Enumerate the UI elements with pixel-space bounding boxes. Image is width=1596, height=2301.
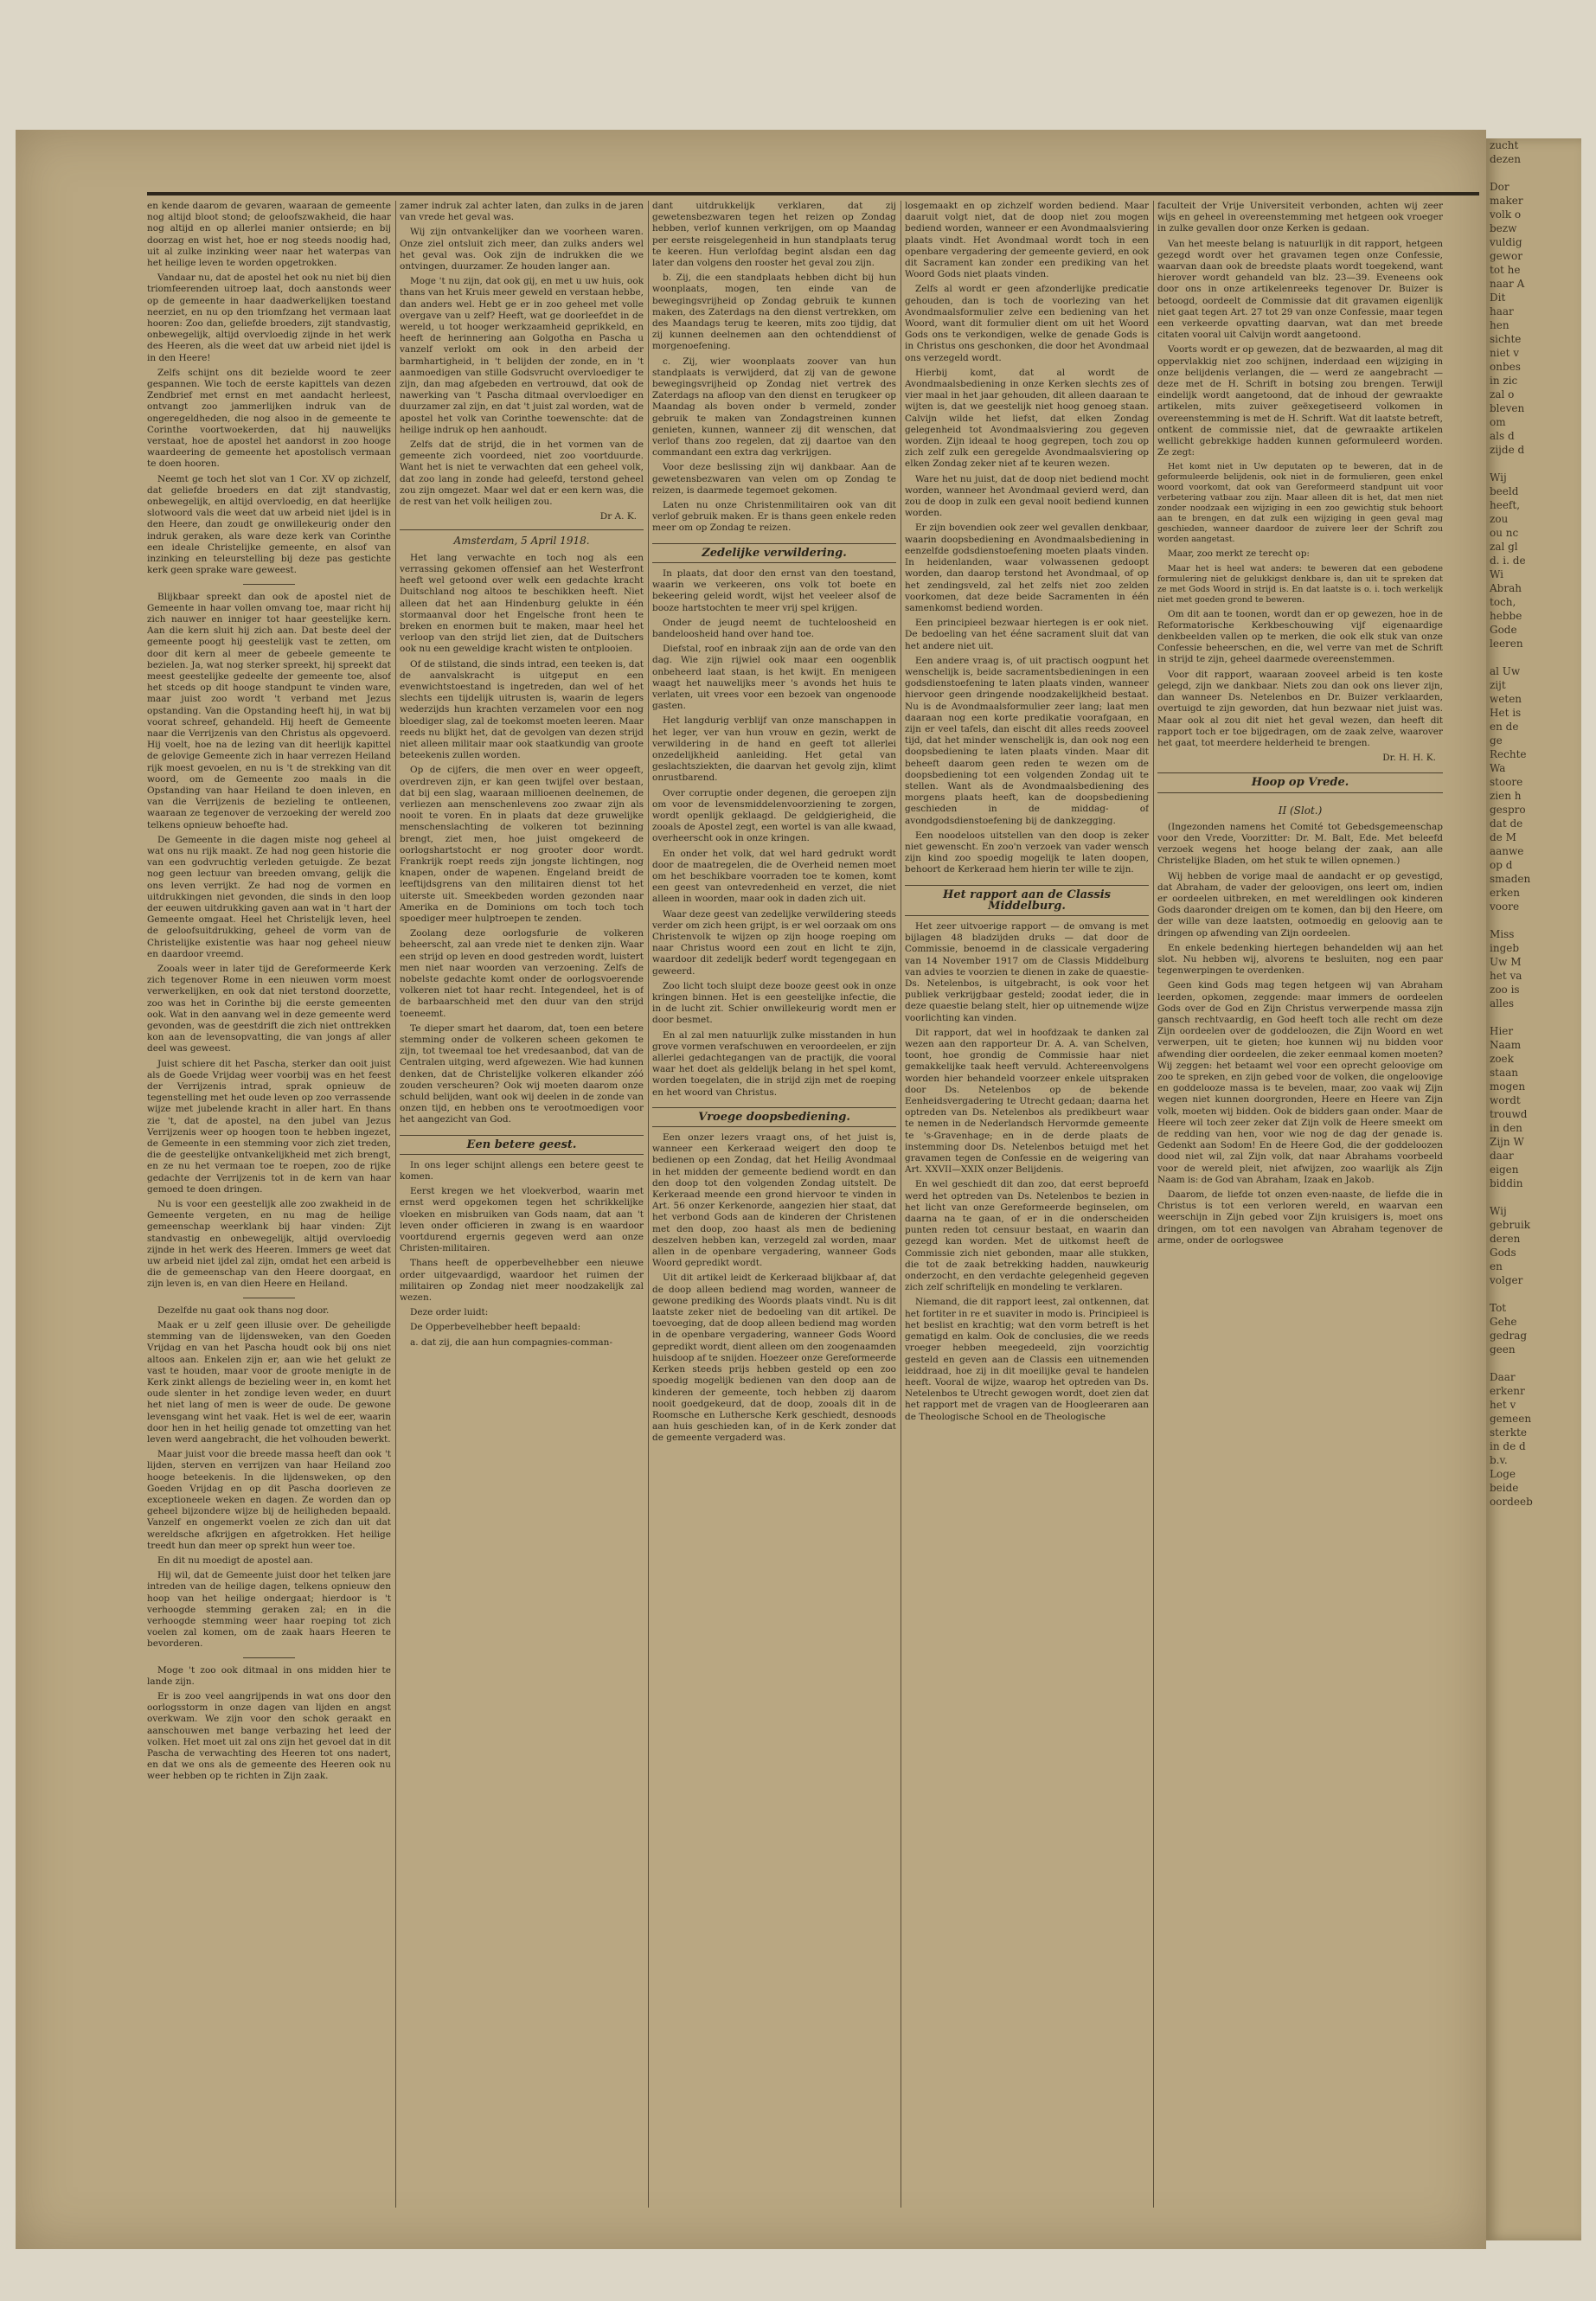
adjacent-page-fragment: als d — [1490, 430, 1515, 442]
col2-paragraph: Thans heeft de opperbevelhebber een nieuwe order uitgevaardigd, waardoor het ruimen der militairen op Zondag niet meer noodzakelijk zal wezen. — [400, 1258, 644, 1304]
adjacent-page-fragment: en — [1490, 1260, 1503, 1272]
adjacent-page-fragment: stoore — [1490, 776, 1523, 788]
adjacent-page-fragment: in zic — [1490, 375, 1518, 387]
col3-paragraph: Diefstal, roof en inbraak zijn aan de orde van den dag. Wie zijn rijwiel ook maar een oogenblik onbeheerd laat staan, is het kwijt. En menigeen waagt het nauwelijks meer 's avonds het huis te verlaten, uit vrees voor een bezoek van ongenoode gasten. — [652, 644, 896, 712]
adjacent-page-fragment: zoek — [1490, 1053, 1514, 1065]
col3-paragraph: Het langdurig verblijf van onze manschappen in het leger, ver van hun vrouw en gezin, werkt de verwildering in de hand en geeft tot allerlei onzedelijkheid aanleiding. Het getal van geslachtsziekten, die daarvan het gevolg zijn, klimt onrustbarend. — [652, 715, 896, 784]
adjacent-page-edge — [1486, 138, 1581, 2240]
col5-paragraph: Van het meeste belang is natuurlijk in dit rapport, hetgeen gezegd wordt over het gravamen tegen onze Confessie, waarvan daan ook de breedste plaats wordt toegekend, want hierover wordt gehandeld van blz. 23—39. Eveneens ook door ons in onze artikelenreeks tegenover Dr. Buizer is betoogd, oordeelt de Commissie dat dit gravamen eigenlijk niet gaat tegen Art. 27 tot 29 van onze Confessie, maar tegen een verkeerde opvatting daarvan, wat dan met breede citaten vooral uit Calvijn wordt aangetoond. — [1157, 238, 1443, 341]
adjacent-page-fragment: naar A — [1490, 278, 1525, 290]
adjacent-page-fragment: heeft, — [1490, 499, 1521, 511]
col2-paragraph: In ons leger schijnt allengs een betere geest te komen. — [400, 1159, 644, 1183]
col5-paragraph: Daarom, de liefde tot onzen even-naaste, de liefde die in Christus is tot een verloren wereld, en waarvan een weerschijn in Zijn gebed voor Zijn kruisigers is, moet ons dringen, om tot een navolgen van Abraham tegenover de arme, onder de oorlogswee — [1157, 1189, 1443, 1246]
adjacent-page-fragment — [1486, 166, 1581, 180]
adjacent-page-fragment: beide — [1490, 1482, 1519, 1494]
col1-paragraph: Maak er u zelf geen illusie over. De geheiligde stemming van de lijdensweken, van den Goeden Vrijdag en van het Pascha houdt ook bij ons niet altoos aan. Enkelen zijn er, aan wie het gelukt ze vast te houden, maar voor de groote menigte in de Kerk zinkt allengs de bezieling weer in, en komt het oude slenter in het zondige leven weder, en duurt het niet lang of men is weer de oude. De gewone levensgang wint het vaak. Het is wel de eer, waarin door hen in het heilig genade tot omzetting van het leven werd aangebracht, die het volhouden bewerkt. — [147, 1319, 391, 1445]
col1-paragraph: Juist schiere dit het Pascha, sterker dan ooit juist als de Goede Vrijdag weer voorbij was en het feest der Verrijzenis intrad, sprak opnieuw de tegenstelling met het oude leven op zoo verrassende wijze met jubelende kracht in aller hart. En thans zie 't, dat de apostel, na den jubel van Jezus Verrijzenis weer op hoogen toon te hebben ingezet, de Gemeente in een stemming voor zich ziet treden, die de geestelijke ontvankelijkheid met zich brengt, en ze nu het vermaan toe te roepen, zoo de rijke gedachte der Verrijzenis tot in de kern van haar gemoed te doen dringen. — [147, 1058, 391, 1195]
adjacent-page-fragment: haar — [1490, 305, 1514, 317]
adjacent-page-fragment: alles — [1490, 997, 1515, 1009]
col1-paragraph: Nu is voor een geestelijk alle zoo zwakheid in de Gemeente vergeten, en nu mag de heilige gemeenschap weerklank bij haar vinden: Zijt standvastig en onbewegelijk, altijd overvloedig zijnde in het werk des Heeren. Immers ge weet dat uw arbeid niet ijdel zal zijn, omdat het een arbeid is die de gemeenschap van den Heere doorgaat, en zijn leven is, en van dien Heere en Heiland. — [147, 1199, 391, 1290]
adjacent-page-fragment: Dit — [1490, 292, 1506, 304]
adjacent-page-fragment: gespro — [1490, 804, 1526, 816]
col4-paragraph: Niemand, die dit rapport leest, zal ontkennen, dat het fortiter in re et suaviter in modo is. Principieel is het beslist en krachtig; wat den vorm betreft is het gematigd en kalm. Ook de conclusies, die we reeds vroeger hebben meegedeeld, zijn voorzichtig gesteld en geven aan de Classis een uitnemenden leiddraad, hoe zij in dit moeilijke geval te handelen heeft. Vooral de wijze, waarop het optreden van Ds. Netelenbos te Utrecht gewogen wordt, doet zien dat het rapport met de vragen van de Hoogleeraren aan de Theologische School en de Theologische — [905, 1297, 1149, 1422]
col4-paragraph: Dit rapport, dat wel in hoofdzaak te danken zal wezen aan den rapporteur Dr. A. A. van Schelven, toont, hoe grondig de Commissie haar niet gemakkelijke taak heeft vervuld. Achtereenvolgens worden hier behandeld voorzeer enkele uitspraken door Ds. Netelenbos op de bekende Eenheidsvergadering te Utrecht gedaan; daarna het optreden van Ds. Netelenbos als predikbeurt waar te nemen in de Nederlandsch Hervormde gemeente te 's-Gravenhage; en in de derde plaats de instemming door Ds. Netelenbos betuigd met het gravamen tegen de Confessie en de weigering van Art. XXVII—XXIX onzer Belijdenis. — [905, 1027, 1149, 1176]
dateline: Amsterdam, 5 April 1918. — [400, 529, 644, 547]
adjacent-page-fragment: zal o — [1490, 388, 1515, 401]
col3-paragraph: Voor deze beslissing zijn wij dankbaar. Aan de gewetensbezwaren van velen om op Zondag te reizen, is daarmede tegemoet gekomen. — [652, 462, 896, 496]
author-signature: Dr. H. H. K. — [1382, 753, 1436, 764]
adjacent-page-fragment: dat de — [1490, 817, 1523, 830]
col3-paragraph: Een onzer lezers vraagt ons, of het juist is, wanneer een Kerkeraad weigert den doop te bedienen op een Zondag, dat het Heilig Avondmaal in het midden der gemeente bediend wordt en dan den doop tot den volgenden Zondag uitstelt. De Kerkeraad meende een grond hiervoor te vinden in Art. 56 onzer Kerkenorde, aangezien hier staat, dat het verbond Gods aan de kinderen der Christenen met den doop, zoo haast als men de bediening deszelven hebben kan, verzegeld zal worden, maar allen in de openbare vergadering, wanneer Gods Woord gepredikt wordt. — [652, 1132, 896, 1269]
col2-opening: zamer indruk zal achter laten, dan zulks in de jaren van vrede het geval was. — [400, 201, 644, 223]
adjacent-page-fragment: al Uw — [1490, 665, 1521, 677]
col5-paragraph: Voorts wordt er op gewezen, dat de bezwaarden, al mag dit oppervlakkig niet zoo schijnen, inderdaad een wijziging in onze belijdenis verlangen, die — werd ze aangebracht — deze met de H. Schrift in botsing zou brengen. Terwijl eindelijk wordt aangetoond, dat de inhoud der gewraakte artikelen, mits zuiver geëxegetiseerd volkomen in overeenstemming is met de H. Schrift. Wat dit laatste betreft, ontkent de commissie niet, dat de gewraakte artikelen wellicht gebrekkige hadden kunnen geformuleerd worden. Ze zegt: — [1157, 344, 1443, 458]
adjacent-page-fragment: de M — [1490, 831, 1516, 843]
col2-paragraph: a. dat zij, die aan hun compagnies-comman- — [410, 1336, 612, 1348]
col4-paragraph: Een noodeloos uitstellen van den doop is zeker niet gewenscht. En zoo'n verzoek van vader wensch zijn kind zoo spoedig mogelijk te laten doopen, behoort de Kerkeraad hem hierin ter wille te zijn. — [905, 830, 1149, 875]
adjacent-page-fragment: het va — [1490, 970, 1522, 982]
adjacent-page-fragment: tot he — [1490, 264, 1521, 276]
adjacent-page-fragment — [1486, 913, 1581, 927]
adjacent-page-fragment: erkenr — [1490, 1385, 1525, 1397]
col5-opening: faculteit der Vrije Universiteit verbonden, achten wij zeer wijs en geheel in overeenstemming met hetgeen ook vroeger in zulke gevallen door onze Kerken is gedaan. — [1157, 201, 1443, 234]
adjacent-page-fragment: beeld — [1490, 485, 1519, 497]
adjacent-page-fragment: d. i. de — [1490, 554, 1526, 567]
col3-paragraph: Uit dit artikel leidt de Kerkeraad blijkbaar af, dat de doop alleen bediend mag worden, wanneer de gewone prediking des Woords plaats vindt. Nu is dit laatste zeker niet de bedoeling van dit artikel. De toevoeging, dat de doop alleen bediend mag worden in de openbare vergadering, wanneer Gods Woord gepredikt wordt, dient alleen om den zoogenaamden huisdoop af te snijden. Hoezeer onze Gereformeerde Kerken steeds prijs hebben gesteld op een zoo spoedig mogelijk bedienen van den doop aan de kinderen der gemeente, toch hebben zij daarom nooit goedgekeurd, dat de doop, zooals dit in de Roomsche en Luthersche Kerk geschiedt, desnoods aan huis geschieden kan, of in de Kerk zonder dat de gemeente vergaderd was. — [652, 1272, 896, 1444]
column-rule — [1153, 201, 1154, 2208]
adjacent-page-fragment — [1486, 1356, 1581, 1370]
adjacent-page-fragment: daar — [1490, 1150, 1514, 1162]
col5-paragraph: Voor dit rapport, waaraan zooveel arbeid is ten koste gelegd, zijn we dankbaar. Niets zou dan ook ons liever zijn, dan wanneer Ds. Netelenbos en Dr. Buizer verklaarden, overtuigd te zijn geworden, dat hun bezwaar niet juist was. Maar ook al zou dit niet het geval wezen, dan heeft dit rapport toch er toe bijgedragen, om de zaak zelve, waarover het gaat, tot meerdere helderheid te brengen. — [1157, 669, 1443, 748]
adjacent-page-fragment: zoo is — [1490, 984, 1520, 996]
col3-paragraph: Zoo licht toch sluipt deze booze geest ook in onze kringen binnen. Het is een geestelijke infectie, die in de lucht zit. Schier onwillekeurig wordt men er door besmet. — [652, 980, 896, 1026]
col1-paragraph: Neemt ge toch het slot van 1 Cor. XV op zichzelf, dat geliefde broeders en dat zijt standvastig, onbewegelijk, en altijd overvloedig, en dat heerlijke slotwoord vals die weet dat uw arbeid niet ijdel is in den Heere, dan zoudt ge onwillekeurig onder den indruk geraken, als ware deze kerk van Corinthe een ideale Christelijke gemeente, en alsof van inzinking en teleurstelling bij deze pas gestichte kerk geen sprake ware geweest. — [147, 473, 391, 576]
col1-paragraph: Zooals weer in later tijd de Gereformeerde Kerk zich tegenover Rome in een nieuwen vorm moest verwerkelijken, en ook dat niet terstond doorzette, zoo was het in Corinthe bij die eerste gemeenten ook. Wat in den aanvang wel in deze gemeente werd gevonden, was de geestdrift die zich niet onttrekken kon aan de levensopvatting, die van jongs af aller deel was geweest. — [147, 964, 391, 1054]
col2-paragraph: De Opperbevelhebber heeft bepaald: — [410, 1322, 581, 1333]
adjacent-page-fragment: Wij — [1490, 471, 1507, 484]
column-2 — [400, 201, 644, 2208]
adjacent-page-fragment: ge — [1490, 734, 1503, 747]
adjacent-page-fragment: op d — [1490, 859, 1513, 871]
author-signature: Dr A. K. — [599, 511, 637, 522]
adjacent-page-fragment: Naam — [1490, 1039, 1522, 1051]
col5-paragraph: En enkele bedenking hiertegen behandelden wij aan het slot. Nu hebben wij, alvorens te besluiten, nog een paar tegenwerpingen te overdenken. — [1157, 942, 1443, 977]
adjacent-page-fragment: bleven — [1490, 402, 1525, 414]
adjacent-page-fragment: zal gl — [1490, 541, 1518, 553]
col5-paragraph: Het komt niet in Uw deputaten op te beweren, dat in de geformuleerde belijdenis, ook niet in de formulieren, geen enkel woord voorkomt, dat ook van Gereformeerd standpunt uit voor verbetering vatbaar zou zijn. Maar alleen dit is het, dat men niet zonder noodzaak een wijziging in een zoo gewichtig stuk behoort aan te brengen, en dat zulk een wijziging in geen geval mag geschieden, wanneer daardoor de zuivere leer der Schrift zou worden aangetast. — [1157, 462, 1443, 545]
adjacent-page-fragment: in de d — [1490, 1440, 1526, 1452]
col1-paragraph: Moge 't zoo ook ditmaal in ons midden hier te lande zijn. — [147, 1664, 391, 1687]
adjacent-page-fragment — [1486, 1190, 1581, 1204]
adjacent-page-fragment — [1486, 457, 1581, 471]
col4-paragraph: En wel geschiedt dit dan zoo, dat eerst beproefd werd het optreden van Ds. Netelenbos te bezien in het licht van onze Gereformeerde beginselen, om daarna na te gaan, of er in die onderscheiden punten reden tot censuur bestaat, en waarin dan gezegd kan worden. Met de uitkomst heeft de Commissie zich niet gebonden, maar alle stukken, die tot de zaak betrekking hadden, nauwkeurig onderzocht, en den verdachte gelegenheid gegeven zich zelf schriftelijk en mondeling te verklaren. — [905, 1179, 1149, 1293]
adjacent-page-fragment: smaden — [1490, 873, 1531, 885]
adjacent-page-fragment: wordt — [1490, 1094, 1521, 1106]
col1-paragraph: Er is zoo veel aangrijpends in wat ons door den oorlogsstorm in onze dagen van lijden en angst overkwam. We zijn voor den schok geraakt en aanschouwen met bange verbazing het leed der volken. Het moet uit zal ons zijn het gevoel dat in dit Pascha de verwachting des Heeren tot ons nadert, en dat we ons als de gemeente des Heeren ook nu weer hebben op te richten in Zijn zaak. — [147, 1690, 391, 1782]
adjacent-page-fragment: volger — [1490, 1274, 1523, 1286]
adjacent-page-fragment: leeren — [1490, 638, 1523, 650]
col3-paragraph: Over corruptie onder degenen, die geroepen zijn om voor de levensmiddelenvoorziening te zorgen, wordt openlijk geklaagd. De geldgierigheid, die zooals de Apostel zegt, een wortel is van alle kwaad, overheerscht ook in onze kringen. — [652, 787, 896, 844]
adjacent-page-fragment: niet v — [1490, 347, 1520, 359]
adjacent-page-fragment: weten — [1490, 693, 1522, 705]
col3-paragraph: In plaats, dat door den ernst van den toestand, waarin we verkeeren, ons volk tot boete en bekeering geleid wordt, wijst het veeleer alsof de booze hartstochten te meer vrij spel krijgen. — [652, 567, 896, 613]
adjacent-page-fragment: gemeen — [1490, 1413, 1532, 1425]
col3-paragraph: c. Zij, wier woonplaats zoover van hun standplaats is verwijderd, dat zij van de gewone bewegingsvrijheid op Zondag niet vertrek des Zaterdags na afloop van den dienst en terugkeer op Maandag als boven onder b vermeld, zonder gebruik te maken van Zondagstreinen kunnen genieten, kunnen, wanneer zij dit wenschen, dat verlof thans zoo regelen, dat zij daartoe van den commandant een extra dag verkrijgen. — [652, 356, 896, 458]
col5-paragraph: Geen kind Gods mag tegen hetgeen wij van Abraham leerden, opkomen, zeggende: maar immers de oordeelen Gods over de God en Zijn Christus verwerpende massa zijn gansch rechtvaardig, en God heeft toch alle recht om deze Zijn oordeelen over de goddeloozen, die Zijn Woord en wet verwerpen, uit te gieten; hoe kunnen wij nu bidden voor afwending dier oordeelen, die zeker eenmaal komen moeten? Wij zeggen: het betaamt wel voor een oprecht geloovige om zoo te spreken, en zijn gebed voor de volken, die ongeloovige en goddelooze massa is te bevelen, maar, zoo vaak wij Zijn wegen niet kunnen doorgronden, Heere en Heere van Zijn volk, moeten wij bidden. Ook de bidders gaan onder. Maar de Heere wil toch zeer zeker dat Zijn volk de Heere smeekt om de redding van hen, voor wie nog de dag der genade is. Gedenkt aan Sodom! En de Heere God, die der goddeloozen dood niet wil, zal Zijn volk, dat naar Abrahams voorbeeld voor de wereld pleit, niet afwijzen, zoo waarlijk als Zijn Naam is: de God van Abraham, Izaak en Jakob. — [1157, 980, 1443, 1185]
adjacent-page-fragment: Het is — [1490, 707, 1522, 719]
adjacent-page-fragment: hen — [1490, 319, 1509, 331]
section-heading: Een betere geest. — [400, 1135, 644, 1155]
col5-paragraph: Maar, zoo merkt ze terecht op: — [1168, 548, 1310, 560]
adjacent-page-fragment — [1486, 651, 1581, 664]
adjacent-page-fragment: voore — [1490, 901, 1520, 913]
column-5 — [1157, 201, 1443, 2208]
col5-paragraph: (Ingezonden namens het Comité tot Gebedsgemeenschap voor den Vrede, Voorzitter: Dr. M. Balt, Ede. Met beleefd verzoek wegens het hooge belang der zaak, aan alle Christelijke Bladen, om het stuk te willen opnemen.) — [1157, 821, 1443, 867]
adjacent-page-fragment: onbes — [1490, 361, 1521, 373]
adjacent-page-fragment: staan — [1490, 1067, 1519, 1079]
adjacent-page-fragment: trouwd — [1490, 1108, 1528, 1120]
col4-paragraph: Ware het nu juist, dat de doop niet bediend mocht worden, wanneer het Avondmaal gevierd werd, dan zou de doop in zulk een geval nooit bediend kunnen worden. — [905, 473, 1149, 519]
adjacent-page-fragment: Uw M — [1490, 956, 1522, 968]
divider — [243, 584, 295, 585]
col5-paragraph: Wij hebben de vorige maal de aandacht er op gevestigd, dat Abraham, de vader der geloovigen, ons leert om, indien er oordeelen uitbreken, en met wereldlingen ook kinderen Gods daaronder dreigen om te komen, dan bij den Heere, om der wille van deze laatsten, ootmoedig en geloovig aan te dringen op afwending van Zijn oordeelen. — [1157, 870, 1443, 939]
adjacent-page-fragment: biddin — [1490, 1177, 1523, 1189]
adjacent-page-fragment: vuldig — [1490, 236, 1522, 248]
adjacent-page-fragment: Hier — [1490, 1025, 1514, 1037]
col1-paragraph: Zelfs schijnt ons dit bezielde woord te zeer gespannen. Wie toch de eerste kapittels van dezen Zendbrief met ernst en met aandacht herleest, ontvangt zoo jammerlijken indruk van de ongeregeldheden, die nog alsoo in de gemeente te Corinthe voortwoekerden, dat hij nauwelijks verstaat, hoe de apostel het aandorst in zoo hooge waardeering de gemeente het apostolisch vermaan te doen hooren. — [147, 367, 391, 470]
adjacent-page-fragment: in den — [1490, 1122, 1522, 1134]
col4-opening: losgemaakt en op zichzelf worden bediend. Maar daaruit volgt niet, dat de doop niet zou mogen bediend worden, wanneer er een Avondmaalsviering plaats vindt. Het Avondmaal wordt toch in een openbare vergadering der gemeente gevierd, en ook dit Sacrament kan zonder een prediking van het Woord Gods niet plaats vinden. — [905, 201, 1149, 280]
adjacent-page-fragment: ingeb — [1490, 942, 1520, 954]
adjacent-page-fragment: b.v. — [1490, 1454, 1508, 1466]
adjacent-page-fragment: Wi — [1490, 568, 1503, 580]
adjacent-page-fragment: Loge — [1490, 1468, 1516, 1480]
column-1 — [147, 201, 391, 2208]
adjacent-page-fragment: zijde d — [1490, 444, 1525, 456]
adjacent-page-fragment: sichte — [1490, 333, 1522, 345]
adjacent-page-fragment: ou nc — [1490, 527, 1519, 539]
col2-paragraph: Moge 't nu zijn, dat ook gij, en met u uw huis, ook thans van het Kruis meer geweld en verstaan hebbe, dan anders wel. Hebt ge er in zoo geheel met volle overgave van u zelf? Heeft, wat ge doorleefdet in de wereld, u tot hooger werkzaamheid geprikkeld, en heeft de herinnering aan Golgotha en Pascha u vanzelf verlokt om ook in den arbeid der barmhartigheid, in 't belijden der zonde, en in 't aanmoedigen van stille Godsvrucht overvloediger te zijn, dan mag afgebeden en vertrouwd, dat ook de nawerking van 't Pascha ditmaal overvloediger en duurzamer zal zijn, en dat 't juist zal worden, wat de apostel het volk van Corinthe toewenschte: dat de heilige indruk op hen aanhoudt. — [400, 276, 644, 435]
col4-paragraph: Een andere vraag is, of uit practisch oogpunt het wenschelijk is, beide sacramentsbedieningen in een godsdienstoefening te laten plaats vinden, wanneer hiervoor geen dringende noodzakelijkheid bestaat. Nu is de Avondmaalsformulier zeer lang; laat men daaraan nog een korte predikatie voorafgaan, en zijn er veel tafels, dan eischt dit alles reeds zooveel tijd, dat het minder wenschelijk is, dan ook nog een doopsbediening te laten plaats vinden. Maar dit beheeft daarom geen reden te wezen om de doopsbediening tot een volgenden Zondag uit te stellen. Want als de Avondmaalsbediening des morgens plaats heeft, kan de doopsbediening geschieden in de middag- of avondgodsdienstoefening bij de dankzegging. — [905, 655, 1149, 826]
col2-paragraph: Op de cijfers, die men over en weer opgeeft, overdreven zijn, er kan geen twijfel over bestaan, dat bij een slag, waaraan millioenen deelnemen, de verliezen aan menschenlevens zoo zwaar zijn als nooit te voren. En in plaats dat deze gruwelijke menschenslachting de volkeren tot bezinning brengt, ziet men, hoe juist omgekeerd de oorlogshartstocht er nog grooter door wordt. Frankrijk roept reeds zijn jongste lichtingen, nog knapen, onder de wapenen. Engeland breidt de leeftijdsgrens van den militairen dienst tot het uiterste uit. Smeekbeden worden gezonden naar Amerika en de Dominions om toch toch toch spoediger meer hulptroepen te zenden. — [400, 765, 644, 924]
adjacent-page-fragment: maker — [1490, 195, 1523, 207]
adjacent-page-fragment: Zijn W — [1490, 1136, 1524, 1148]
adjacent-page-fragment: geen — [1490, 1343, 1516, 1356]
adjacent-page-fragment: Gods — [1490, 1247, 1516, 1259]
adjacent-page-fragment: zijt — [1490, 679, 1506, 691]
section-heading: Zedelijke verwildering. — [652, 543, 896, 563]
col1-paragraph: Maar juist voor die breede massa heeft dan ook 't lijden, sterven en verrijzen van haar Heiland zoo hooge beteekenis. In die lijdensweken, op den Goeden Vrijdag en op dit Pascha doorleven ze exceptioneele weken en dagen. Ze worden dan op geheel bijzondere wijze bij de heiligheden bepaald. Vanzelf en ongemerkt voelen ze zich dan uit dat wereldsche afkrijgen en afgetrokken. Het heilige treedt hun dan meer op sprekt hun weer toe. — [147, 1449, 391, 1551]
col4-paragraph: Hierbij komt, dat al wordt de Avondmaalsbediening in onze Kerken slechts zes of vier maal in het jaar gehouden, dit alleen daaraan te wijten is, dat we geestelijk niet hoog genoeg staan. Calvijn wilde het liefst, dat elken Zondag gelegenheid tot Avondmaalsviering zou gegeven worden. Zijn ideaal te hoog gegrepen, toch zou op zich zelf zulk een geregelde Avondmaalsviering op elken Zondag zeker niet af te keuren wezen. — [905, 367, 1149, 470]
adjacent-page-fragment: toch, — [1490, 596, 1516, 608]
col2-paragraph: Te dieper smart het daarom, dat, toen een betere stemming onder de volkeren scheen gekomen te zijn, tot tweemaal toe het vredesaanbod, dat van de Centralen uitging, werd afgewezen. Wie had kunnen denken, dat de Christelijke volkeren elkander zóó zouden verscheuren? Ook wij moeten daarom onze schuld belijden, want ook wij deelen in de zonde van onzen tijd, en hebben ons te verootmoedigen voor het aangezicht van God. — [400, 1022, 644, 1125]
adjacent-page-fragment: Wa — [1490, 762, 1506, 774]
adjacent-page-fragment: Rechte — [1490, 748, 1527, 760]
col5-paragraph: Maar het is heel wat anders: te beweren dat een gebodene formulering niet de gelukkigst denkbare is, dan uit te spreken dat ze met Gods Woord in strijd is. En dat laatste is o. i. toch werkelijk niet met goeden grond te beweren. — [1157, 563, 1443, 605]
adjacent-page-fragment: zien h — [1490, 790, 1522, 802]
adjacent-page-fragment: om — [1490, 416, 1506, 428]
col5-paragraph: Om dit aan te toonen, wordt dan er op gewezen, hoe in de Reformatorische Kerkbeschouwing vijf eigenaardige denkbeelden vallen op te merken, die ook elk stuk van onze Confessie beheerschen, en die, wel verre van met de Schrift in strijd te zijn, geheel daarmede overeenstemmen. — [1157, 608, 1443, 665]
col4-paragraph: Zelfs al wordt er geen afzonderlijke predicatie gehouden, dan is toch de voorlezing van het Avondmaalsformulier zelve een bediening van het Woord, want dit formulier dient om uit het Woord Gods ons te verkondigen, welke de genade Gods is in Christus ons geschonken, die door het Avondmaal ons verzegeld wordt. — [905, 284, 1149, 363]
adjacent-page-fragment: mogen — [1490, 1080, 1526, 1093]
adjacent-page-fragment: zou — [1490, 513, 1509, 525]
adjacent-page-fragment: het v — [1490, 1399, 1516, 1411]
section-heading: Vroege doopsbediening. — [652, 1107, 896, 1127]
col4-paragraph: Er zijn bovendien ook zeer wel gevallen denkbaar, waarin doopsbediening en Avondmaalsbediening in eenzelfde godsdienstoefening moeten plaats vinden. In heidenlanden, waar volwassenen gedoopt worden, dan daarop terstond het Avondmaal, of op het zendingsveld, zal het zelfs niet zoo zelden voorkomen, dat deze beide Sacramenten in één samenkomst bediend worden. — [905, 522, 1149, 613]
col3-paragraph: Laten nu onze Christenmilitairen ook van dit verlof gebruik maken. Er is thans geen enkele reden meer om op Zondag te reizen. — [652, 500, 896, 534]
section-subheading: II (Slot.) — [1278, 804, 1323, 817]
divider — [243, 1657, 295, 1658]
col2-paragraph: Zelfs dat de strijd, die in het vormen van de gemeente zich voordeed, niet zoo voortduurde. Want het is niet te verwachten dat een geheel volk, dat zoo lang in zonde had geleefd, terstond geheel zou zijn omgezet. Maar wel dat er een kern was, die de rest van het volk heiligen zou. — [400, 439, 644, 508]
adjacent-page-fragment: Gehe — [1490, 1316, 1517, 1328]
adjacent-page-fragment: Abrah — [1490, 582, 1522, 594]
column-4 — [905, 201, 1149, 2208]
column-rule — [395, 201, 396, 2208]
col3-paragraph: En al zal men natuurlijk zulke misstanden in hun grove vormen verafschuwen en veroordeelen, er zijn allerlei gedachtegangen van de practijk, die vooral waar het doet als geldelijk belang in het spel komt, worden toegelaten, die in strijd zijn met de roeping en het woord van Christus. — [652, 1029, 896, 1098]
adjacent-page-fragment: Gode — [1490, 624, 1517, 636]
col2-paragraph: Of de stilstand, die sinds intrad, een teeken is, dat de aanvalskracht is uitgeput en een evenwichtstoestand is ingetreden, dan wel of het slechts een tijdelijk uitrusten is, waarin de legers wederzijds hun krachten verzamelen voor een nog bloediger slag, zal de toekomst moeten leeren. Maar reeds nu blijkt het, dat de gevolgen van dezen strijd niet alleen militair maar ook staatkundig van groote beteekenis zullen worden. — [400, 658, 644, 761]
adjacent-page-fragment: aanwe — [1490, 845, 1524, 857]
col3-opening: dant uitdrukkelijk verklaren, dat zij gewetensbezwaren tegen het reizen op Zondag hebben, verlof kunnen verkrijgen, om op Maandag per eerste reisgelegenheid in hun standplaats terug te keeren. Hun verlofdag begint alsdan een dag later dan volgens den rooster het geval zou zijn. — [652, 201, 896, 269]
adjacent-page-fragment: gebruik — [1490, 1219, 1531, 1231]
col3-paragraph: b. Zij, die een standplaats hebben dicht bij hun woonplaats, mogen, ten einde van de bewegingsvrijheid op Zondag gebruik te kunnen maken, des Zaterdags na den dienst vertrekken, om des Maandags terug te keeren, mits zoo tijdig, dat zij kunnen deelnemen aan den ochtenddienst of morgenoefening. — [652, 272, 896, 352]
adjacent-page-fragment: Dor — [1490, 181, 1509, 193]
adjacent-page-fragment: erken — [1490, 887, 1520, 899]
column-3 — [652, 201, 896, 2208]
col3-paragraph: Onder de jeugd neemt de tuchteloosheid en bandeloosheid hand over hand toe. — [652, 617, 896, 639]
col2-paragraph: Zoolang deze oorlogsfurie de volkeren beheerscht, zal aan vrede niet te denken zijn. Waar een strijd op leven en dood gestreden wordt, luistert men niet naar woorden van verzoening. Zelfs de nobelste gedachte komt onder de oorlogsvoerende volkeren niet tot haar recht. Integendeel, het is of de barbaarschheid met den duur van den strijd toeneemt. — [400, 928, 644, 1019]
adjacent-page-fragment: hebbe — [1490, 610, 1522, 622]
col1-opening: en kende daarom de gevaren, waaraan de gemeente nog altijd bloot stond; de geloofszwakheid, die haar nog altijd en op allerlei manier ontsierde; en bij doorzag en wist het, hoe er nog steeds noodig had, uit al zulke inzinking weer naar het waterpas van het heilige leven te worden opgetrokken. — [147, 201, 391, 269]
adjacent-page-fragment: oordeeb — [1490, 1496, 1533, 1508]
section-heading: Hoop op Vrede. — [1157, 772, 1443, 792]
col3-paragraph: Waar deze geest van zedelijke verwildering steeds verder om zich heen grijpt, is er wel oorzaak om ons Christenvolk te wijzen op zijn hooge roeping om naar Christus woord een zout en licht te zijn, waardoor dit zedelijk bederf wordt tegengegaan en geweerd. — [652, 908, 896, 977]
adjacent-page-fragment — [1486, 1287, 1581, 1301]
col4-paragraph: Een principieel bezwaar hiertegen is er ook niet. De bedoeling van het ééne sacrament sluit dat van het andere niet uit. — [905, 618, 1149, 651]
col3-paragraph: En onder het volk, dat wel hard gedrukt wordt door de maatregelen, die de Overheid nemen moet om het beschikbare voorraden toe te komen, komt een geest van ontevredenheid en verzet, die niet alleen in woorden, maar ook in daden zich uit. — [652, 848, 896, 905]
col4-paragraph: Het zeer uitvoerige rapport — de omvang is met bijlagen 48 bladzijden druks — dat door de Commissie, benoemd in de classicale vergadering van 14 November 1917 om de Classis Middelburg van advies te voorzien te dienen in zake de quaestie-Ds. Netelenbos, is uitgebracht, is ook voor het publiek verkrijgbaar gesteld; zoodat ieder, die in deze quaestie belang stelt, hier op uitnemende wijze voorlichting kan vinden. — [905, 920, 1149, 1023]
col2-paragraph: Deze order luidt: — [410, 1307, 489, 1318]
adjacent-page-fragment: deren — [1490, 1233, 1521, 1245]
adjacent-page-fragment: gewor — [1490, 250, 1523, 262]
col1-paragraph: Blijkbaar spreekt dan ook de apostel niet de Gemeente in haar vollen omvang toe, maar richt hij zich nauwer en inniger tot haar geestelijke kern. Aan die kern sluit hij zich aan. Dat beste deel der gemeente poogt hij geestelijk vast te zetten, om door dit kern al meer de gebeele gemeente te bezielen. Ja, wat nog sterker spreekt, hij spreekt dat meest geestelijke gedeelte der gemeente toe, alsof het stceds op dit hooge standpunt te vinden ware, maar juist zoo wordt 't verband met Jezus opstanding. Van die Opstanding heeft hij, in wat bij voorat schreef, gehandeld. Hij heeft de Gemeente naar die Verrijzenis van den Christus als opgevoerd. Hij voelt, hoe na de lezing van dit heerlijk kapittel de gelovige Gemeente zich in haar verrezen Heiland rijk moest gevoelen, en nu is 't de strekking van dit woord, om de Gemeente zoo maals in die Opstanding van haar Heiland te doen inleven, en van die Verrijzenis de bezieling te ontleenen, waaraan ze tegenover de verzoeking der wereld zoo telkens opnieuw behoefte had. — [147, 591, 391, 830]
section-heading: Het rapport aan de Classis Middelburg. — [905, 885, 1149, 916]
adjacent-page-fragment: Wij — [1490, 1205, 1507, 1217]
column-rule — [648, 201, 649, 2208]
col1-paragraph: Hij wil, dat de Gemeente juist door het telken jare intreden van de heilige dagen, telkens opnieuw den hoop van het heilige ondergaat; hierdoor is 't verhoogde stemming geraken zal; en in die verhoogde stemming weer haar roeping tot zich voelen zal komen, om de zaak haars Heeren te bevorderen. — [147, 1570, 391, 1650]
col2-paragraph: Het lang verwachte en toch nog als een verrassing gekomen offensief aan het Westerfront heeft wel getoond over welk een gedachte kracht Duitschland nog altoos te beschikken heeft. Niet alleen dat het aan Hindenburg gelukte in één stormaanval door het Engelsche front heen te breken en enormen buit te maken, maar heel het verloop van den strijd liet zien, dat de Duitschers ook nu een geweldige kracht wisten te ontplooien. — [400, 552, 644, 655]
header-rule — [147, 192, 1479, 195]
col2-paragraph: Eerst kregen we het vloekverbod, waarin met ernst werd opgekomen tegen het schrikkelijke vloeken en misbruiken van Gods naam, dat aan 't leven onder officieren in zwang is en waardoor voortdurend ergernis gegeven werd aan onze Christen-militairen. — [400, 1186, 644, 1254]
adjacent-page-fragment: en de — [1490, 721, 1519, 733]
adjacent-page-fragment — [1486, 1010, 1581, 1024]
col2-paragraph: Wij zijn ontvankelijker dan we voorheen waren. Onze ziel ontsluit zich meer, dan zulks anders wel het geval was. Ook zijn de indrukken die we ontvingen, duurzamer. Ze houden langer aan. — [400, 227, 644, 272]
col1-paragraph: De Gemeente in die dagen miste nog geheel al wat ons nu rijk maakt. Ze had nog geen historie die van een godvruchtig verleden getuigde. Ze bezat nog geen lectuur van breeden omvang, gelijk die ons leven verrijkt. Ze had nog de vormen en uitdrukkingen niet gevonden, die sinds in den loop der eeuwen uitdrukking gaven aan wat in 't hart der Gemeente omgaat. Heel het Christelijk leven, heel de geloofsuitdrukking, geheel de vorm van de Christelijke existentie was haar nog geheel nieuw en daardoor vreemd. — [147, 834, 391, 959]
col1-paragraph: Dezelfde nu gaat ook thans nog door. — [157, 1304, 330, 1316]
adjacent-page-fragment: gedrag — [1490, 1330, 1528, 1342]
adjacent-page-fragment: zucht — [1490, 139, 1519, 151]
col1-paragraph: En dit nu moedigt de apostel aan. — [157, 1554, 313, 1566]
adjacent-page-fragment: Tot — [1490, 1302, 1507, 1314]
adjacent-page-fragment: eigen — [1490, 1163, 1519, 1176]
adjacent-page-fragment: dezen — [1490, 153, 1521, 165]
col1-paragraph: Vandaar nu, dat de apostel het ook nu niet bij dien triomfeerenden uitroep laat, doch aanstonds weer op de gemeente in haar daadwerkelijken toestand neerziet, en nu op den triomfzang het vermaan laat hooren: Zoo dan, geliefde broeders, zijt standvastig, onbewegelijk, altijd overvloedig zijnde in het werk des Heeren, als die weet dat uw arbeid niet ijdel is in den Heere! — [147, 272, 391, 363]
adjacent-page-fragment: Daar — [1490, 1371, 1516, 1383]
adjacent-page-fragment: bezw — [1490, 222, 1517, 234]
adjacent-page-fragment: Miss — [1490, 928, 1515, 940]
adjacent-page-fragment: sterkte — [1490, 1426, 1528, 1439]
adjacent-page-fragment: volk o — [1490, 208, 1522, 221]
